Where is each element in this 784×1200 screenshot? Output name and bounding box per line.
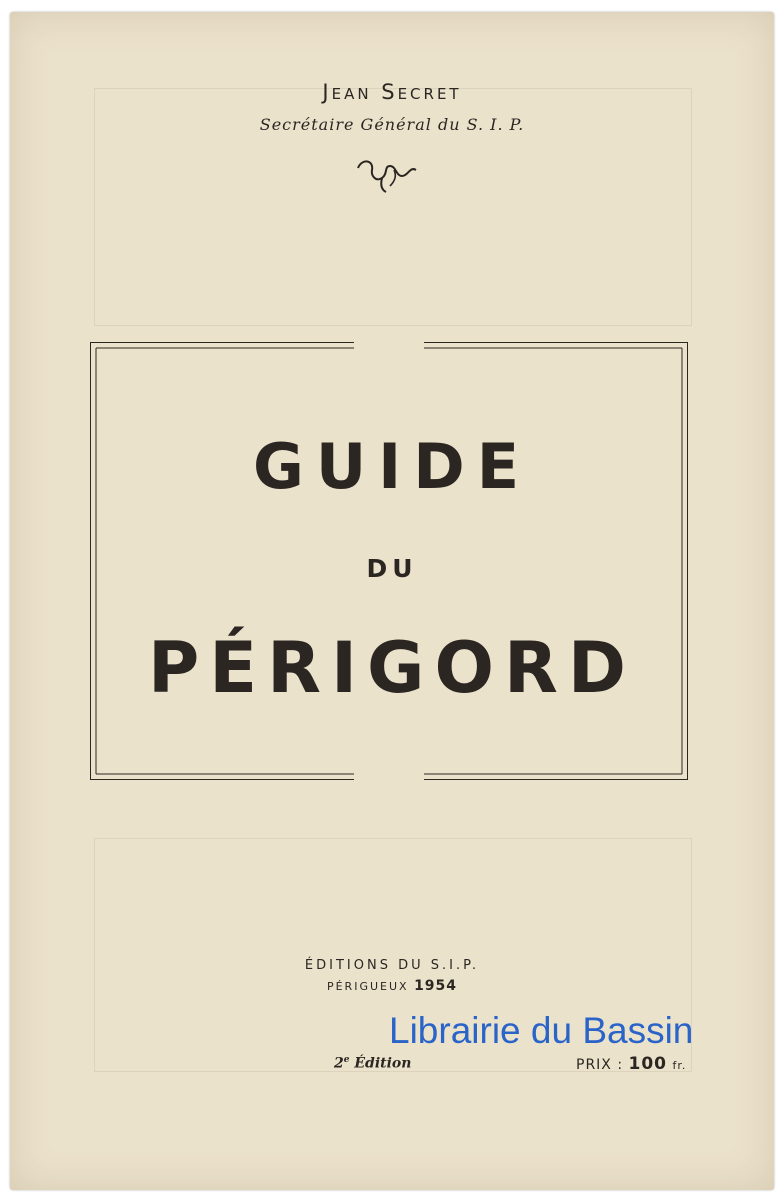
edition-number: 2: [334, 1055, 344, 1072]
title-guide: GUIDE: [252, 430, 532, 503]
edition-superscript: e: [343, 1055, 350, 1065]
flourish-ornament: [352, 154, 422, 196]
publisher-name: ÉDITIONS DU S.I.P.: [304, 958, 480, 973]
price-label: [576, 1054, 686, 1074]
publication-place: [10, 978, 774, 994]
author-name: Jean Secret: [322, 80, 462, 104]
publication-year: 1954: [414, 978, 458, 994]
price-unit: fr.: [672, 1059, 687, 1072]
price-prefix: PRIX :: [576, 1057, 624, 1073]
shop-watermark: Librairie du Bassin: [389, 1010, 694, 1051]
author-role: Secrétaire Général du S. I. P.: [259, 115, 525, 134]
book-cover: [10, 12, 774, 1190]
title-perigord: PÉRIGORD: [147, 627, 637, 709]
edition-word: Édition: [354, 1055, 412, 1072]
city-name: PÉRIGUEUX: [326, 980, 409, 993]
edition-label: [334, 1055, 411, 1072]
price-amount: 100: [628, 1054, 668, 1074]
title-du: DU: [366, 554, 418, 583]
